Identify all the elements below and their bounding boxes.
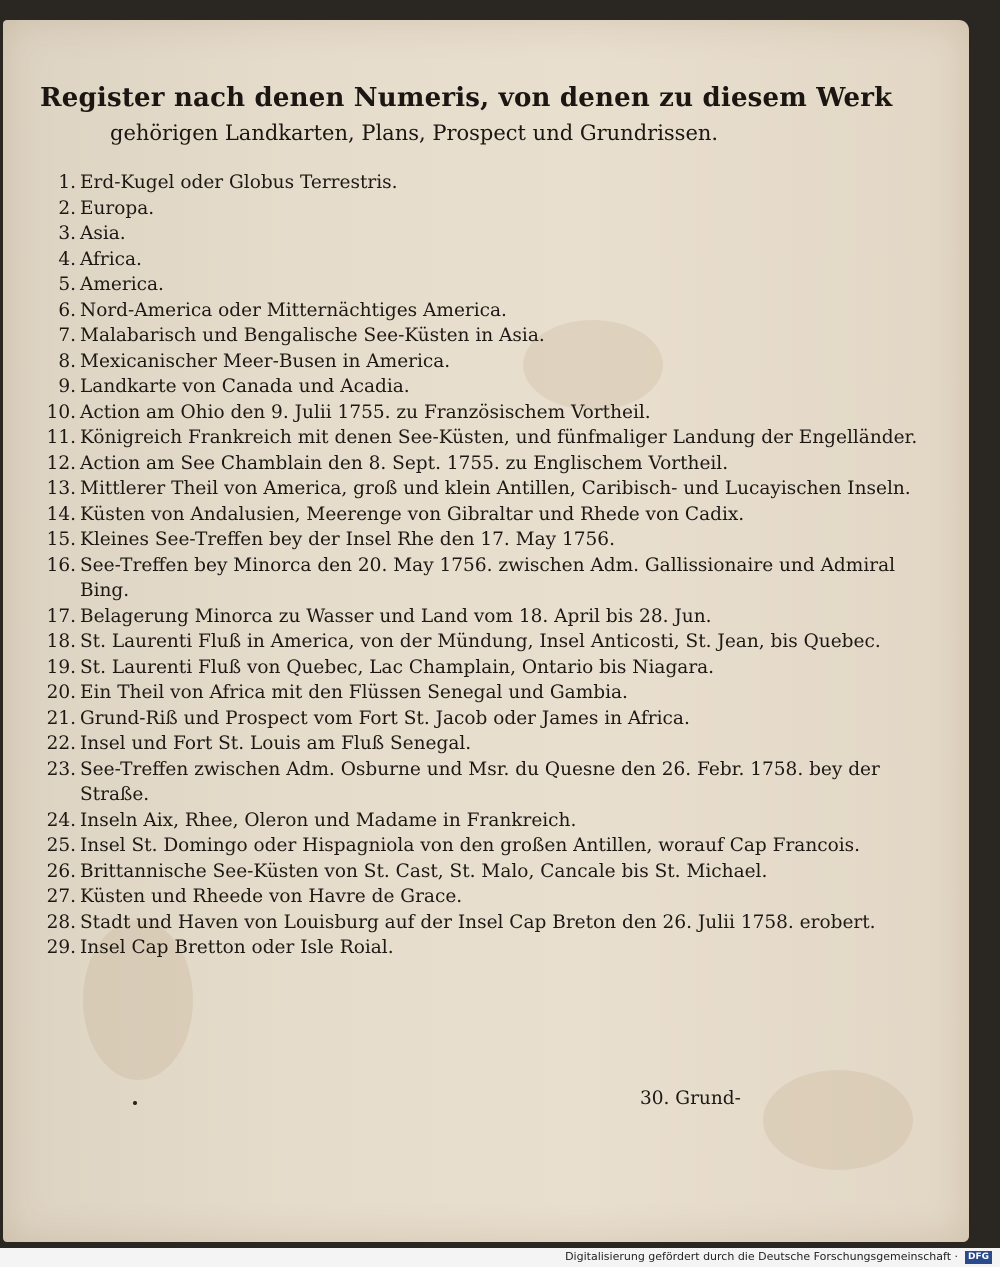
entry-text: Insel St. Domingo oder Hispagniola von den großen Antillen, worauf Cap Francois. [80, 835, 861, 856]
entry-text: St. Laurenti Fluß in America, von der Mündung, Insel Anticosti, St. Jean, bis Quebec. [80, 631, 881, 652]
entry-text: Küsten und Rheede von Havre de Grace. [80, 886, 463, 907]
register-entry [40, 680, 940, 706]
page-stain [763, 1070, 913, 1170]
entry-text: Mexicanischer Meer-Busen in America. [80, 350, 451, 372]
register-entry [40, 706, 940, 732]
entry-number: 17. [46, 605, 76, 627]
entry-text: Africa. [80, 248, 142, 270]
entry-text: St. Laurenti Fluß von Quebec, Lac Champlain, Ontario bis Niagara. [80, 656, 715, 678]
entry-text: Action am Ohio den 9. Julii 1755. zu Französischem Vortheil. [80, 401, 651, 423]
entry-text: Insel und Fort St. Louis am Fluß Senegal. [80, 733, 472, 754]
entry-number: 2. [58, 197, 76, 219]
entry-number: 6. [58, 299, 76, 321]
register-entry [40, 935, 940, 961]
dfg-logo: DFG [965, 1251, 992, 1264]
entry-text: Europa. [80, 197, 155, 219]
register-entry [40, 170, 940, 196]
entry-number: 20. [46, 682, 76, 703]
entry-text: Grund-Riß und Prospect vom Fort St. Jacob oder James in Africa. [80, 707, 690, 729]
entry-number: 9. [58, 376, 76, 397]
register-entry [40, 731, 940, 757]
register-entry [40, 859, 940, 885]
register-entry [40, 298, 940, 324]
register-entry [40, 272, 940, 298]
entry-number: 27. [46, 886, 76, 907]
catchword: 30. Grund- [640, 1088, 741, 1109]
entry-text: Erd-Kugel oder Globus Terrestris. [80, 172, 398, 193]
register-subtitle: gehörigen Landkarten, Plans, Prospect und Grundrissen. [110, 121, 719, 145]
entry-text: Stadt und Haven von Louisburg auf der Insel Cap Breton den 26. Julii 1758. erobert. [80, 911, 876, 933]
entry-number: 12. [46, 452, 76, 474]
entry-number: 22. [46, 733, 76, 754]
entry-number: 5. [58, 274, 76, 295]
entry-number: 25. [46, 835, 76, 856]
entry-number: 8. [58, 350, 76, 372]
entry-text: Mittlerer Theil von America, groß und klein Antillen, Caribisch- und Lucayischen Inseln. [80, 478, 911, 499]
entry-number: 21. [46, 707, 76, 729]
entry-number: 19. [46, 656, 76, 678]
register-entry [40, 629, 940, 655]
register-entry [40, 655, 940, 681]
entry-number: 3. [58, 223, 76, 244]
entry-number: 1. [58, 172, 76, 193]
entry-text: See-Treffen zwischen Adm. Osburne und Msr. du Quesne den 26. Febr. 1758. bey der Straße. [80, 758, 886, 805]
register-entry [40, 374, 940, 400]
register-entry [40, 349, 940, 375]
register-entry [40, 502, 940, 528]
register-entry [40, 884, 940, 910]
register-entry [40, 247, 940, 273]
entry-text: Königreich Frankreich mit denen See-Küsten, und fünfmaliger Landung der Engelländer. [80, 427, 918, 448]
entry-number: 10. [46, 401, 76, 423]
entry-number: 4. [58, 248, 76, 270]
entry-text: Ein Theil von Africa mit den Flüssen Senegal und Gambia. [80, 682, 628, 703]
register-entry [40, 833, 940, 859]
register-entry [40, 553, 940, 604]
register-entry [40, 323, 940, 349]
register-entry [40, 476, 940, 502]
entry-text: Inseln Aix, Rhee, Oleron und Madame in Frankreich. [80, 809, 577, 831]
footer-bar [0, 1248, 1000, 1267]
entry-text: Landkarte von Canada und Acadia. [80, 376, 410, 397]
register-entry [40, 808, 940, 834]
entry-number: 14. [46, 503, 76, 525]
entry-text: Küsten von Andalusien, Meerenge von Gibraltar und Rhede von Cadix. [80, 503, 745, 525]
entry-number: 18. [46, 631, 76, 652]
funding-credit: Digitalisierung gefördert durch die Deutsche Forschungsgemeinschaft · [565, 1250, 958, 1263]
entry-text: Action am See Chamblain den 8. Sept. 1755. zu Englischem Vortheil. [80, 452, 729, 474]
ink-dot [133, 1101, 137, 1105]
register-entry [40, 604, 940, 630]
entry-number: 28. [46, 911, 76, 933]
register-entry [40, 757, 940, 808]
entry-number: 26. [46, 860, 76, 882]
register-title: Register nach denen Numeris, von denen zu diesem Werk [40, 83, 893, 113]
entry-number: 23. [46, 758, 76, 780]
entry-number: 16. [46, 554, 76, 576]
entry-text: America. [80, 274, 164, 295]
entry-text: Belagerung Minorca zu Wasser und Land vom 18. April bis 28. Jun. [80, 605, 712, 627]
register-list [40, 170, 940, 961]
register-entry [40, 451, 940, 477]
register-entry [40, 196, 940, 222]
register-entry [40, 221, 940, 247]
entry-number: 24. [46, 809, 76, 831]
entry-text: Insel Cap Bretton oder Isle Roial. [80, 937, 394, 958]
register-entry [40, 425, 940, 451]
entry-text: Kleines See-Treffen bey der Insel Rhe den 17. May 1756. [80, 529, 615, 550]
entry-number: 13. [46, 478, 76, 499]
entry-text: Brittannische See-Küsten von St. Cast, St. Malo, Cancale bis St. Michael. [80, 860, 768, 882]
entry-text: Malabarisch und Bengalische See-Küsten in Asia. [80, 325, 545, 346]
entry-number: 29. [46, 937, 76, 958]
entry-number: 7. [58, 325, 76, 346]
entry-number: 11. [46, 427, 76, 448]
register-entry [40, 527, 940, 553]
register-entry [40, 910, 940, 936]
entry-text: See-Treffen bey Minorca den 20. May 1756. zwischen Adm. Gallissionaire und Admiral Bing. [80, 554, 901, 601]
register-entry [40, 400, 940, 426]
entry-text: Asia. [80, 223, 126, 244]
entry-number: 15. [46, 529, 76, 550]
entry-text: Nord-America oder Mitternächtiges America. [80, 299, 507, 321]
